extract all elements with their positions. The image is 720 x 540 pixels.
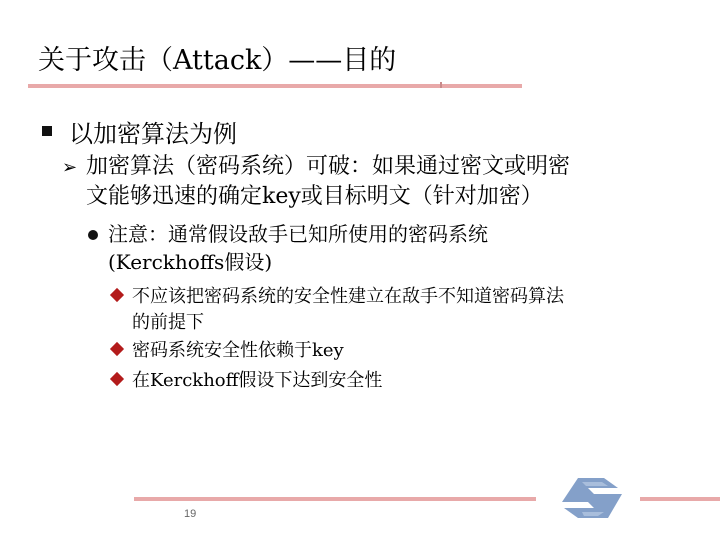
- bullet-level1-text: 以加密算法为例: [69, 120, 237, 148]
- diamond-bullet-icon: [110, 288, 124, 302]
- bullet-level4-text: 密码系统安全性依赖于key: [132, 340, 344, 361]
- diamond-bullet-icon: [110, 372, 124, 386]
- page-number: 19: [184, 508, 197, 520]
- bullet-level4-line1: 不应该把密码系统的安全性建立在敌手不知道密码算法: [132, 286, 564, 307]
- title-divider: [28, 84, 522, 88]
- diamond-bullet-icon: [110, 342, 124, 356]
- footer-divider-left: [134, 497, 536, 501]
- bullet-level3-line1: 注意：通常假设敌手已知所使用的密码系统: [108, 222, 488, 246]
- bullet-level4-text: [132, 284, 564, 336]
- footer-divider-right: [640, 497, 720, 501]
- s-logo-icon: [548, 474, 638, 524]
- arrow-bullet-icon: ➢: [62, 157, 78, 178]
- bullet-level2-line2: 文能够迅速的确定key或目标明文（针对加密）: [86, 184, 543, 209]
- title-divider-tick: [440, 82, 442, 88]
- bullet-level3-line2: (Kerckhoffs假设): [108, 250, 273, 274]
- bullet-level2-text: [86, 152, 570, 212]
- slide-title: 关于攻击（Attack）——目的: [38, 45, 397, 76]
- bullet-level2-line1: 加密算法（密码系统）可破：如果通过密文或明密: [86, 154, 571, 179]
- bullet-level4-text: 在Kerckhoff假设下达到安全性: [132, 370, 383, 391]
- bullet-level4-line2: 的前提下: [132, 312, 204, 333]
- square-bullet-icon: [42, 126, 52, 136]
- bullet-level3-text: [108, 220, 488, 276]
- round-bullet-icon: [88, 230, 98, 240]
